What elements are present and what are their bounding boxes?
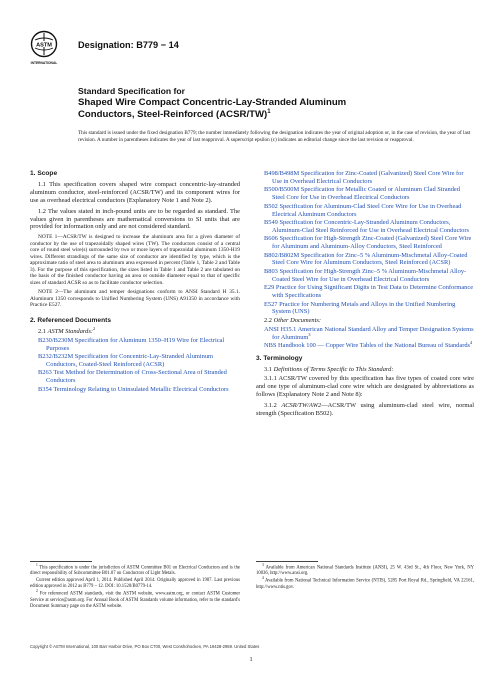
reference-title: Specification for Concentric-Lay-Stranded Aluminum Conductors, Aluminum-Clad Steel Reinforced for Use in Overhead Electrical Conductors bbox=[272, 218, 469, 234]
title-line-2: Shaped Wire Compact Concentric-Lay-Stranded Aluminum bbox=[78, 97, 347, 108]
reference-code-link[interactable]: B230/B230M bbox=[38, 336, 74, 344]
astm-refs-right bbox=[256, 170, 474, 316]
astm-logo-icon bbox=[30, 30, 58, 70]
section-heading-referenced-documents: 2. Referenced Documents bbox=[30, 316, 111, 324]
paragraph-1-2: 1.2 The values stated in inch-pound units are to be regarded as standard. The values given in parentheses are mathematical conversions to SI units that are provided for information only and are not considered standard. bbox=[30, 207, 240, 231]
reference-item[interactable] bbox=[264, 203, 474, 219]
reference-code-link[interactable]: E29 bbox=[264, 284, 275, 292]
left-column bbox=[30, 170, 240, 394]
reference-code-link[interactable]: B549 bbox=[264, 218, 278, 226]
reference-item[interactable] bbox=[264, 186, 474, 202]
footnote-1: $^1$ This specification is under the jurisdiction of ASTM Committee B01 on Electrical Conductors and is the direct responsibility of Subcommittee B01.07 on Conductors of Light Metals. bbox=[30, 563, 240, 577]
reference-code-link[interactable]: B354 bbox=[38, 385, 52, 393]
other-refs bbox=[256, 326, 474, 350]
document-title bbox=[78, 86, 458, 121]
title-line-1: Standard Specification for bbox=[78, 86, 185, 96]
footnotes-right bbox=[256, 565, 474, 592]
issued-notice: This standard is issued under the fixed designation B779; the number immediately following the designation indicates the year of original adoption or, in the case of revision, the year of last revision. A number in parentheses indicates the year of last reapproval. A superscript epsilon (ε) indicates an editorial change since the last revision or reapproval. bbox=[78, 130, 471, 143]
footnote-divider-left bbox=[30, 561, 92, 562]
section-heading-scope: 1. Scope bbox=[30, 170, 58, 177]
reference-title: Specification for Zinc-Coated (Galvanized) Steel Core Wire for Use in Overhead Electrical Conductors bbox=[272, 170, 464, 185]
reference-item[interactable] bbox=[264, 326, 474, 342]
title-footnote-mark: 1 bbox=[267, 108, 271, 115]
reference-code-link[interactable]: ANSI H35.1 bbox=[264, 325, 297, 333]
reference-item[interactable] bbox=[38, 386, 240, 394]
paragraph-3-1-2: 3.1.2 ACSR/TW/AW2—ACSR/TW using aluminum-clad steel wire, normal strength (Specification B502). bbox=[256, 401, 474, 417]
footnote-3: $^3$ Available from American National Standards Institute (ANSI), 25 W. 43rd St., 4th Floor, New York, NY 10036, http://www.ansi.org. bbox=[256, 563, 474, 577]
note-2: NOTE 2—The aluminum and temper designations conform to ANSI Standard H 35.1. Aluminum 1350 corresponds to Unified Numbering System (UNS) A91350 in accordance with Practice E527. bbox=[30, 289, 240, 309]
reference-title: Test Method for Determination of Cross-Sectional Area of Stranded Conductors bbox=[46, 369, 227, 385]
title-line-3: Conductors, Steel-Reinforced (ACSR/TW)$^1$ bbox=[78, 108, 271, 120]
reference-title: Specification for Metallic Coated or Aluminum Clad Stranded Steel Core for Use in Overhead Electrical Conductors bbox=[272, 186, 460, 202]
reference-item[interactable] bbox=[264, 219, 474, 235]
reference-code-link[interactable]: B232/B232M bbox=[38, 352, 74, 360]
right-column bbox=[256, 170, 474, 421]
note-1: NOTE 1—ACSR/TW is designed to increase the aluminum area for a given diameter of conductor by the use of trapezoidally shaped wires (TW). The conductors consist of a central core of round steel wire(s) surrounded by two or more layers of trapezoidal aluminum 1350-H19 wires. Different strandings of the same size of conductor are identified by type, which is the approximate ratio of steel area to aluminum area expressed in percent (Table 1, Table 2 and Table 3). For the purpose of this specification, the sizes listed in Table 1 and Table 2 are tabulated on the basis of the finished conductor having an area or outside diameter equal to that of specific sizes of standard ACSR so as to facilitate conductor selection. bbox=[30, 234, 240, 286]
document-header bbox=[30, 30, 480, 74]
reference-code-link[interactable]: B498/B498M bbox=[264, 170, 300, 177]
reference-title: Specification for Aluminum-Clad Steel Core Wire for Use in Overhead Electrical Aluminum Conductors bbox=[272, 202, 462, 218]
reference-title: Specification for Aluminum 1350–H19 Wire for Electrical Purposes bbox=[46, 336, 225, 352]
astm-refs-left bbox=[30, 337, 240, 394]
footnotes-left bbox=[30, 565, 240, 610]
reference-item[interactable] bbox=[264, 284, 474, 300]
reference-title: Practice for Numbering Metals and Alloys in the Unified Numbering System (UNS) bbox=[272, 300, 456, 316]
footnote-2: $^2$ For referenced ASTM standards, visit the ASTM website, www.astm.org, or contact ASTM Customer Service at service@astm.org. For Annual Book of ASTM Standards volume information, refer to the standard's Document Summary page on the ASTM website. bbox=[30, 589, 241, 609]
reference-title: Specification for High-Strength Zinc–5 % Aluminum-Mischmetal Alloy-Coated Steel Wire for Use in Overhead Electrical Conductors bbox=[272, 267, 467, 283]
reference-code-link[interactable]: B263 bbox=[38, 369, 52, 377]
reference-item[interactable] bbox=[264, 339, 474, 350]
reference-item[interactable] bbox=[264, 268, 474, 284]
reference-code-link[interactable]: B803 bbox=[264, 267, 278, 275]
logo-subtext: INTERNATIONAL bbox=[30, 61, 58, 65]
reference-item[interactable] bbox=[264, 170, 474, 186]
reference-item[interactable] bbox=[264, 301, 474, 317]
reference-title: Terminology Relating to Uninsulated Metallic Electrical Conductors bbox=[53, 385, 229, 393]
copyright-notice: Copyright © ASTM International, 100 Barr Harbor Drive, PO Box C700, West Conshohocken, PA 19428-2959. United States bbox=[30, 644, 260, 649]
logo-text: ASTM bbox=[36, 42, 52, 49]
reference-code-link[interactable]: B502 bbox=[264, 202, 278, 210]
reference-item[interactable] bbox=[264, 235, 474, 251]
reference-footnote-mark: 4 bbox=[470, 339, 473, 345]
reference-code-link[interactable]: B802/B802M bbox=[264, 251, 300, 259]
reference-item[interactable] bbox=[38, 369, 240, 385]
page-number: 1 bbox=[249, 656, 253, 663]
paragraph-1-1: 1.1 This specification covers shaped wire compact concentric-lay-stranded aluminum conductor, steel-reinforced (ACSR/TW) and its component wires for use as overhead electrical conductors (Explanatory Note 1 and Note 2). bbox=[30, 180, 240, 204]
reference-item[interactable] bbox=[38, 353, 240, 369]
designation: Designation: B779 − 14 bbox=[78, 40, 179, 50]
reference-title: Specification for Concentric-Lay-Stranded Aluminum Conductors, Coated-Steel Reinforced (ACSR) bbox=[46, 352, 214, 368]
reference-item[interactable] bbox=[264, 252, 474, 268]
paragraph-3-1: 3.1 Definitions of Terms Specific to This Standard: bbox=[264, 366, 394, 374]
reference-title: — Copper Wire Tables of the National Bureau of Standards bbox=[317, 342, 471, 350]
footnote-1-edition: Current edition approved April 1, 2014. Published April 2014. Originally approved in 1987. Last previous edition approved in 2012 as B779 – 12. DOI: 10.1520/B0779-14. bbox=[30, 578, 240, 590]
reference-title: Specification for Zinc–5 % Aluminum-Mischmetal Alloy-Coated Steel Core Wire for Aluminum Conductors, Steel Reinforced (ACSR) bbox=[272, 251, 468, 267]
reference-code-link[interactable]: B606 bbox=[264, 235, 278, 243]
reference-title: American National Standard Alloy and Temper Designation Systems for Aluminum bbox=[272, 325, 474, 341]
reference-footnote-mark: 3 bbox=[308, 331, 311, 337]
reference-item[interactable] bbox=[38, 337, 240, 353]
section-heading-terminology: 3. Terminology bbox=[256, 355, 303, 363]
footnote-divider-right bbox=[256, 561, 318, 562]
reference-code-link[interactable]: E527 bbox=[264, 300, 278, 308]
paragraph-3-1-1: 3.1.1 ACSR/TW covered by this specification has five types of coated core wire and one type of aluminum-clad core wire which are designated by abbreviations as follows (Explanatory Note 2 and Note 8): bbox=[256, 375, 474, 399]
footnote-4: $^4$ Available from National Technical Information Service (NTIS), 5285 Port Royal Rd., Springfield, VA 22161, http://www.ntis.gov. bbox=[256, 576, 474, 590]
reference-code-link[interactable]: B500/B500M bbox=[264, 186, 300, 194]
reference-code-link[interactable]: NBS Handbook 100 bbox=[264, 342, 316, 350]
subsection-astm-standards: 2.1 ASTM Standards:$^2$ bbox=[38, 325, 96, 335]
subsection-other-documents: 2.2 Other Documents: bbox=[264, 316, 321, 324]
reference-title: Practice for Using Significant Digits in Test Data to Determine Conformance with Specifications bbox=[272, 284, 474, 300]
reference-title: Specification for High-Strength Zinc-Coated (Galvanized) Steel Core Wire for Aluminum and Aluminum-Alloy Conductors, Steel Reinforced bbox=[272, 235, 472, 251]
